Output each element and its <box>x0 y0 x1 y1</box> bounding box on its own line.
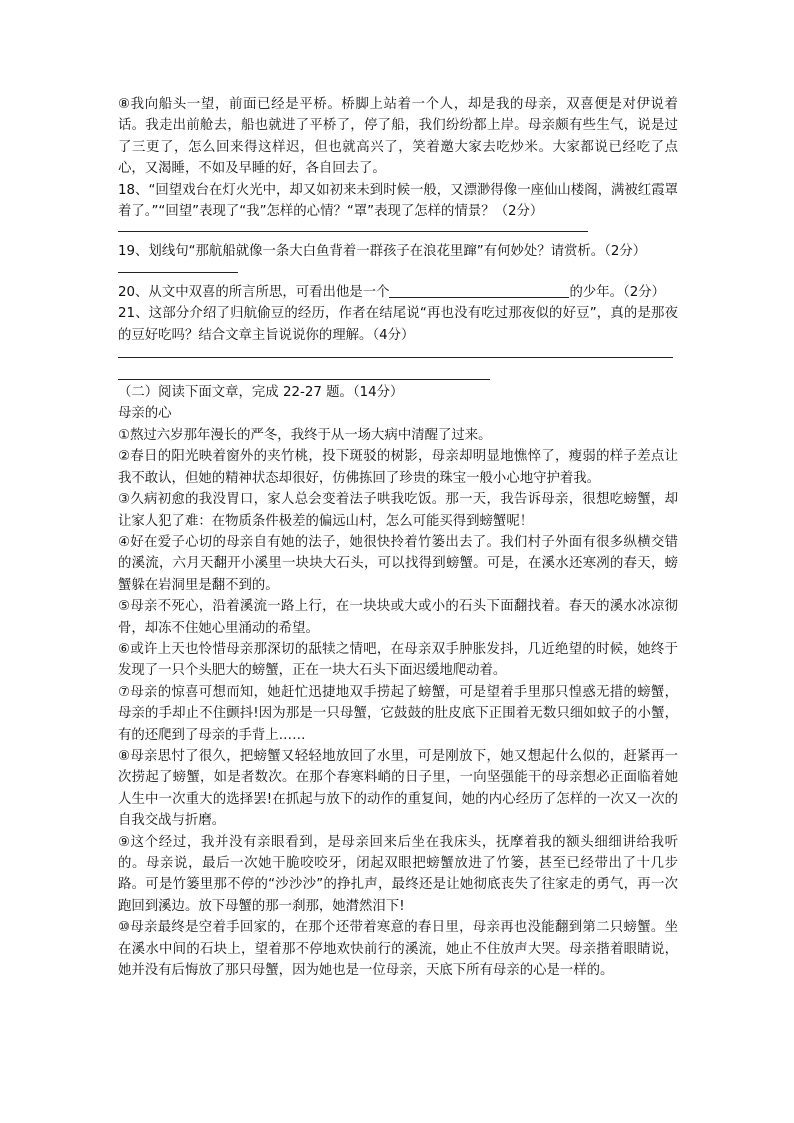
article-title: 母亲的心 <box>118 406 172 422</box>
article-paragraph-6: ⑥或许上天也怜惜母亲那深切的舐犊之情吧，在母亲双手肿胀发抖，几近绝望的时候，她终于发现了一只个头肥大的螃蟹，正在一块大石头下面迟缓地爬动着。 <box>118 641 678 679</box>
article-paragraph-5: ⑤母亲不死心，沿着溪流一路上行，在一块块或大或小的石头下面翻找着。春天的溪水冰凉彻骨，却冻不住她心里涌动的希望。 <box>118 599 678 636</box>
article-paragraph-8: ⑧母亲思忖了很久，把螃蟹又轻轻地放回了水里，可是刚放下，她又想起什么似的，赶紧再一次捞起了螃蟹，如是者数次。在那个春寒料峭的日子里，一向坚强能干的母亲想必正面临着她人生中一次重大的选择罢!在抓起与放下的动作的重复间，她的内心经历了怎样的一次又一次的自我交战与折磨。 <box>118 748 678 829</box>
article-paragraph-9: ⑨这个经过，我并没有亲眼看到，是母亲回来后坐在我床头，抚摩着我的额头细细讲给我听的。母亲说，最后一次她干脆咬咬牙，闭起双眼把螃蟹放进了竹篓，甚至已经带出了十几步路。可是竹篓里那不停的“沙沙沙”的挣扎声，最终还是让她彻底丧失了往家走的勇气，再一次跑回到溪边。放下母蟹的那一刹那，她潸然泪下! <box>118 834 678 914</box>
question-20-prefix: 20、从文中双喜的所言所思，可看出他是一个 <box>118 284 390 300</box>
answer-blank-20[interactable] <box>389 283 569 298</box>
exam-page <box>118 94 678 981</box>
answer-line-21a[interactable] <box>118 346 673 358</box>
question-20 <box>118 282 678 303</box>
section-2-header: （二）阅读下面文章，完成 22-27 题。（14分） <box>118 385 404 401</box>
question-18: 18、“回望戏台在灯火光中，却又如初来未到时候一般，又漂渺得像一座仙山楼阁，满被红霞罩着了。”“回望”表现了“我”怎样的心情？“罩”表现了怎样的情景？（2分） <box>118 182 678 220</box>
article-paragraph-2: ②春日的阳光映着窗外的夹竹桃，投下斑驳的树影，母亲却明显地憔悴了，瘦弱的样子差点让我不敢认，但她的精神状态却很好，仿佛拣回了珍贵的珠宝一般小心地守护着我。 <box>118 449 678 486</box>
answer-line-18[interactable] <box>118 222 588 232</box>
question-21: 21、这部分介绍了归航偷豆的经历，作者在结尾说“再也没有吃过那夜似的好豆”，真的是那夜的豆好吃吗？结合文章主旨说说你的理解。（4分） <box>118 306 678 343</box>
article-paragraph-7: ⑦母亲的惊喜可想而知，她赶忙迅捷地双手捞起了螃蟹，可是望着手里那只惶惑无措的螃蟹，母亲的手却止不住颤抖!因为那是一只母蟹，它鼓鼓的肚皮底下正围着无数只细如蚊子的小蟹，有的还爬到了母亲的手背上…… <box>118 684 678 743</box>
article-paragraph-4: ④好在爱子心切的母亲自有她的法子，她很快拎着竹篓出去了。我们村子外面有很多纵横交错的溪流，六月天翻开小溪里一块块大石头，可以找得到螃蟹。可是，在溪水还寒冽的春天，螃蟹躲在岩洞里是翻不到的。 <box>118 534 678 593</box>
article-paragraph-3: ③久病初愈的我没胃口，家人总会变着法子哄我吃饭。那一天，我告诉母亲，很想吃螃蟹，却让家人犯了难：在物质条件极差的偏远山村，怎么可能买得到螃蟹呢！ <box>118 492 678 529</box>
article-paragraph-1: ①熬过六岁那年漫长的严冬，我终于从一场大病中清醒了过来。 <box>118 427 492 443</box>
question-20-suffix: 的少年。（2分） <box>569 284 666 300</box>
paragraph-8: ⑧我向船头一望，前面已经是平桥。桥脚上站着一个人，却是我的母亲，双喜便是对伊说着话。我走出前舱去，船也就进了平桥了，停了船，我们纷纷都上岸。母亲颇有些生气，说是过了三更了，怎么回来得这样迟，但也就高兴了，笑着邀大家去吃炒米。大家都说已经吃了点心，又渴睡，不如及早睡的好，各自回去了。 <box>118 97 678 177</box>
question-19: 19、划线句“那航船就像一条大白鱼背着一群孩子在浪花里蹿”有何妙处？请赏析。（2分） <box>118 244 647 260</box>
answer-line-21b[interactable] <box>118 358 490 380</box>
article-paragraph-10: ⑩母亲最终是空着手回家的，在那个还带着寒意的春日里，母亲再也没能翻到第二只螃蟹。坐在溪水中间的石块上，望着那不停地欢快前行的溪流，她止不住放声大哭。母亲揩着眼睛说，她并没有后悔放了那只母蟹，因为她也是一位母亲，天底下所有母亲的心是一样的。 <box>118 920 678 979</box>
answer-line-19[interactable] <box>118 263 238 273</box>
